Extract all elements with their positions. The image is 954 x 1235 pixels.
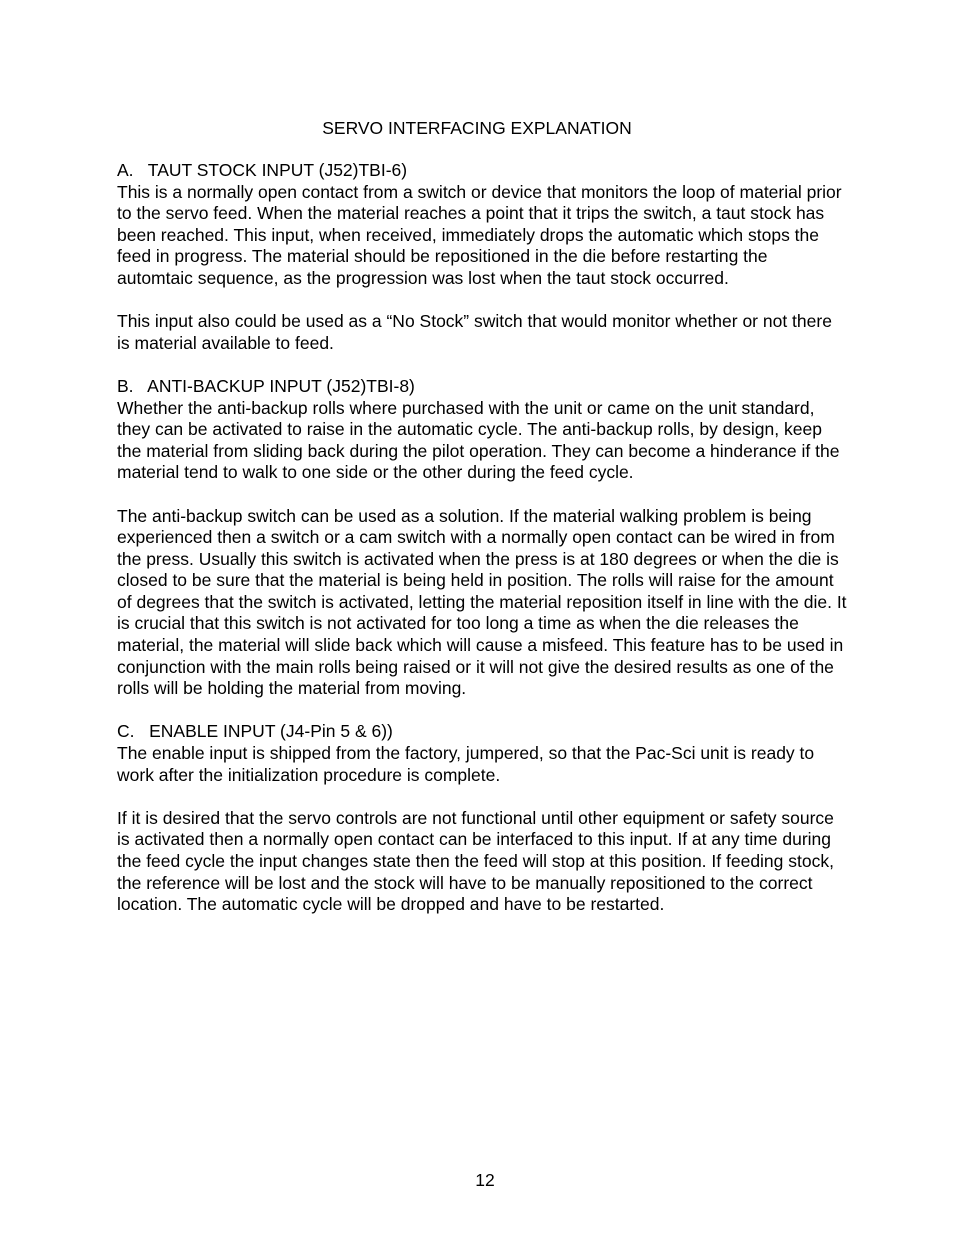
page-title: SERVO INTERFACING EXPLANATION (322, 118, 632, 138)
paragraph: The enable input is shipped from the factory, jumpered, so that the Pac-Sci unit is ready to work after the initialization procedure is complete. (117, 743, 815, 785)
paragraph: This is a normally open contact from a switch or device that monitors the loop of material prior to the servo feed. When the material reaches a point that it trips the switch, a taut stock has been reached. This input, when received, immediately drops the automatic which stops the feed in progress. The material should be repositioned in the die before restarting the automtaic sequence, as the progression was lost when the taut stock occurred. (117, 181, 842, 288)
section-heading: C. ENABLE INPUT (J4-Pin 5 & 6)) (117, 721, 393, 742)
section-taut-stock-input (117, 160, 847, 354)
paragraph: Whether the anti-backup rolls where purchased with the unit or came on the unit standard, they can be activated to raise in the automatic cycle. The anti-backup rolls, by design, keep the material from sliding back during the pilot operation. They can become a hinderance if the material tend to walk to one side or the other during the feed cycle. (117, 397, 840, 483)
document-body (117, 160, 847, 937)
page-number: 12 (475, 1170, 495, 1190)
paragraph: This input also could be used as a “No Stock” switch that would monitor whether or not there is material available to feed. (117, 311, 832, 353)
section-enable-input (117, 721, 847, 915)
paragraph: The anti-backup switch can be used as a solution. If the material walking problem is being experienced then a switch or a cam switch with a normally open contact can be wired in from the press. Usually this switch is activated when the press is at 180 degrees or when the die is closed to be sure that the material is being held in position. The rolls will raise for the amount of degrees that the switch is activated, letting the material reposition itself in line with the die. It is crucial that this switch is not activated for too long a time as when the die releases the material, the material will slide back which will cause a misfeed. This feature has to be used in conjunction with the main rolls being raised or it will not give the desired results as one of the rolls will be holding the material from moving. (117, 505, 847, 699)
section-heading: B. ANTI-BACKUP INPUT (J52)TBI-8) (117, 375, 415, 396)
section-anti-backup-input (117, 376, 847, 700)
paragraph: If it is desired that the servo controls are not functional until other equipment or safety source is activated then a normally open contact can be interfaced to this input. If at any time during the feed cycle the input changes state then the feed will stop at this position. If feeding stock, the reference will be lost and the stock will have to be manually repositioned to the correct location. The automatic cycle will be dropped and have to be restarted. (117, 807, 834, 915)
section-heading: A. TAUT STOCK INPUT (J52)TBI-6) (117, 160, 408, 180)
